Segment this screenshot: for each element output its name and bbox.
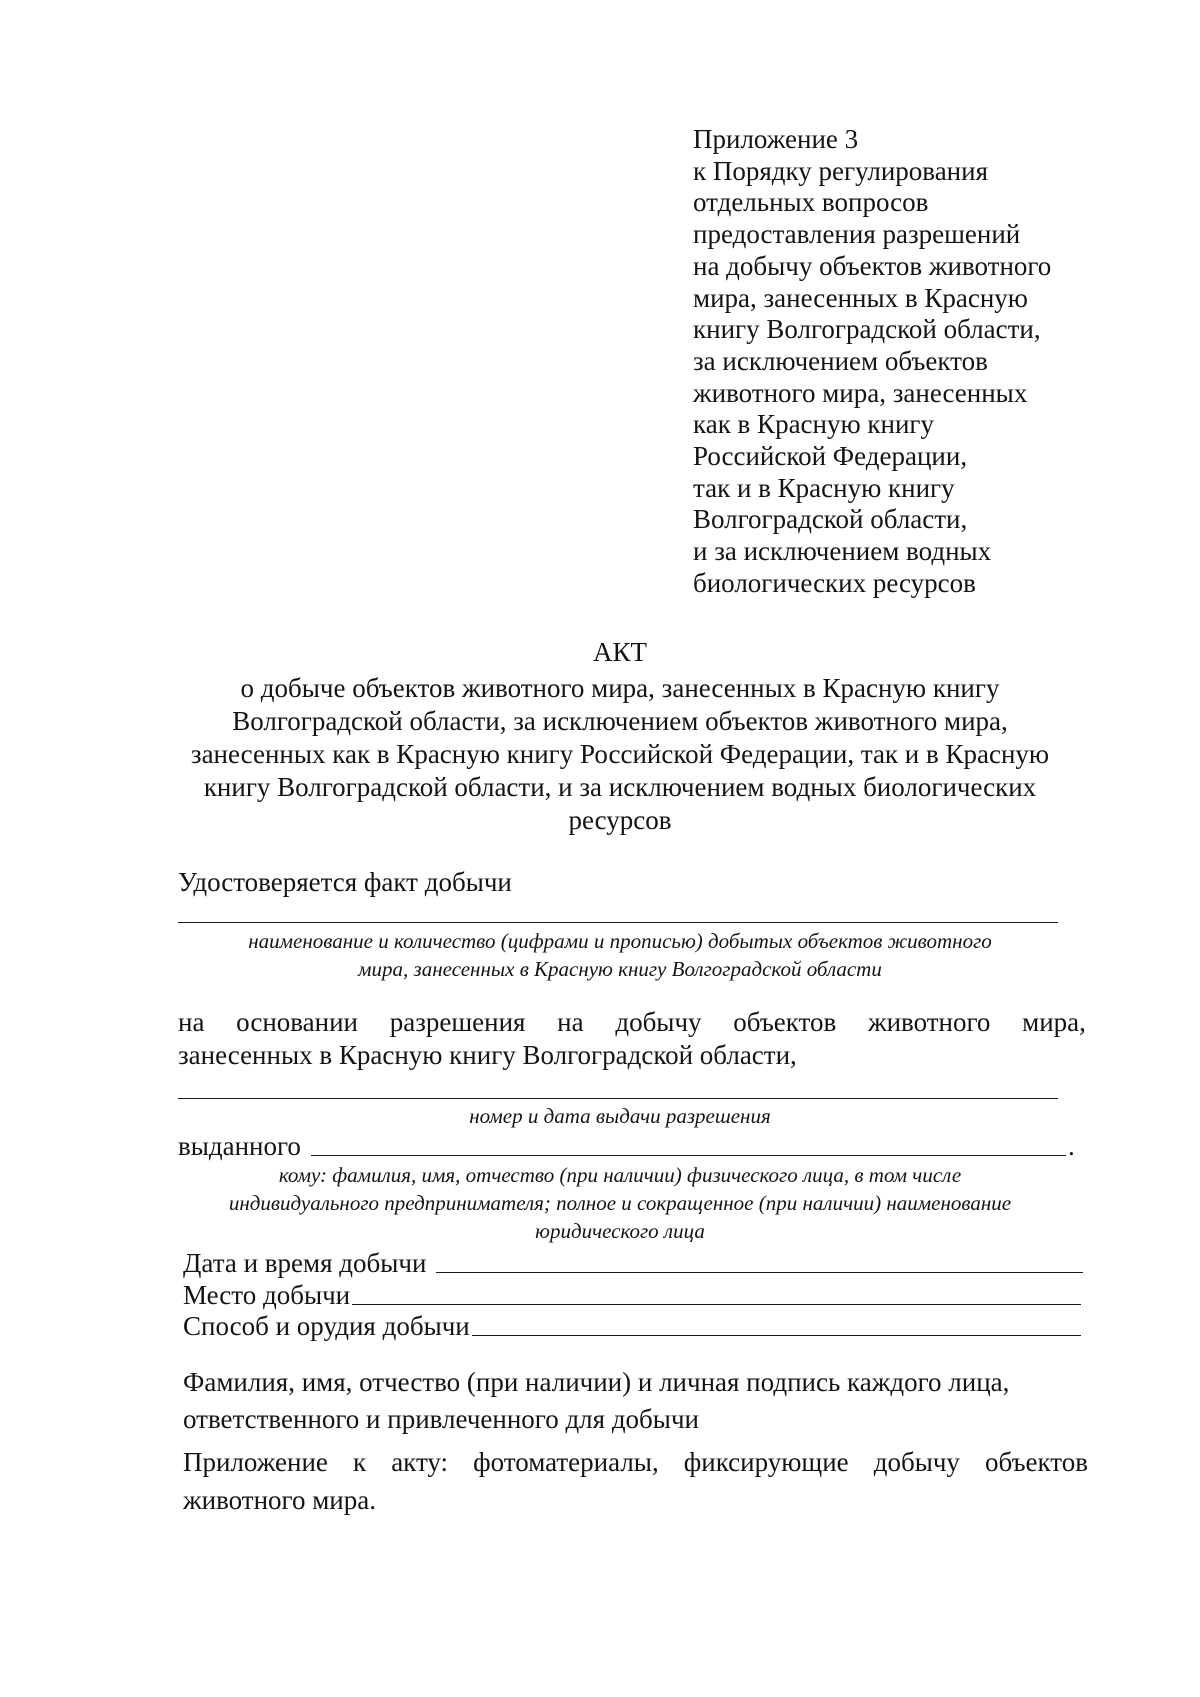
act-title xyxy=(150,672,1090,837)
annex-line: Приложение 3 xyxy=(693,124,859,154)
date-time-row xyxy=(183,1248,1083,1279)
annex-line: книгу Волгоградской области, xyxy=(693,314,1041,345)
attachment-word: акту: xyxy=(391,1447,449,1477)
objects-fill-line[interactable] xyxy=(178,922,1058,923)
annex-line: как в Красную книгу xyxy=(693,409,934,440)
annex-line: и за исключением водных xyxy=(693,536,992,567)
basis-word: мира, xyxy=(1022,1007,1086,1037)
basis-word: основании xyxy=(236,1007,358,1037)
certify-label: Удостоверяется факт добычи xyxy=(178,867,512,897)
attachment-word: добычу xyxy=(873,1447,960,1477)
issued-hint-line: юридического лица xyxy=(535,1219,705,1243)
basis-word: на xyxy=(178,1007,205,1037)
method-fill-line[interactable] xyxy=(472,1313,1081,1336)
attachment-word: фиксирующие xyxy=(683,1447,849,1477)
issued-period: . xyxy=(1068,1131,1075,1161)
act-title-line: о добыче объектов животного мира, занесенных в Красную книгу xyxy=(240,673,1000,703)
persons-paragraph xyxy=(183,1364,1083,1438)
annex-line: биологических ресурсов xyxy=(693,567,976,598)
attachment-word: объектов xyxy=(985,1447,1088,1477)
annex-line: Российской Федерации, xyxy=(693,441,968,472)
act-title-line: занесенных как в Красную книгу Российской Федерации, так и в Красную xyxy=(190,739,1050,769)
date-time-fill-line[interactable] xyxy=(436,1250,1083,1273)
issued-fill-line[interactable] xyxy=(311,1133,1066,1156)
basis-word: объектов xyxy=(733,1007,837,1037)
issued-label: выданного xyxy=(178,1131,301,1161)
annex-line: так и в Красную книгу xyxy=(693,472,955,503)
basis-word: на xyxy=(557,1007,584,1037)
act-heading: АКТ xyxy=(593,637,647,667)
annex-line: отдельных вопросов xyxy=(693,187,929,218)
attachment-paragraph xyxy=(183,1443,1088,1519)
annex-line: мира, занесенных в Красную xyxy=(693,282,1028,313)
annex-line: предоставления разрешений xyxy=(693,219,1021,250)
act-title-line: Волгоградской области, за исключением объектов животного мира, xyxy=(232,706,1008,736)
annex-line: за исключением объектов xyxy=(693,345,988,376)
annex-line: животного мира, занесенных xyxy=(693,377,1028,408)
method-row xyxy=(183,1311,1081,1342)
objects-hint-line: мира, занесенных в Красную книгу Волгоградской области xyxy=(358,957,882,981)
annex-reference xyxy=(693,124,1133,600)
attachment-line-2: животного мира. xyxy=(183,1485,376,1515)
permit-fill-line[interactable] xyxy=(178,1098,1058,1099)
attachment-line-1 xyxy=(183,1443,1088,1481)
issued-row xyxy=(178,1131,1066,1162)
attachment-word: Приложение xyxy=(183,1447,328,1477)
persons-line: Фамилия, имя, отчество (при наличии) и личная подпись каждого лица, xyxy=(183,1367,1010,1397)
persons-line: ответственного и привлеченного для добычи xyxy=(183,1404,699,1434)
basis-paragraph xyxy=(178,1006,1086,1072)
permit-hint: номер и дата выдачи разрешения xyxy=(469,1104,771,1128)
attachment-word: фотоматериалы, xyxy=(473,1447,659,1477)
attachment-word: к xyxy=(353,1447,367,1477)
annex-line: к Порядку регулирования xyxy=(693,155,988,186)
place-row xyxy=(183,1280,1081,1311)
basis-word: добычу xyxy=(615,1007,702,1037)
place-fill-line[interactable] xyxy=(352,1282,1081,1305)
annex-line: Волгоградской области, xyxy=(693,504,968,535)
date-time-label: Дата и время добычи xyxy=(183,1248,427,1278)
method-label: Способ и орудия добычи xyxy=(183,1311,470,1341)
basis-word: разрешения xyxy=(389,1007,526,1037)
issued-hint-line: кому: фамилия, имя, отчество (при наличии) физического лица, в том числе xyxy=(278,1163,962,1187)
objects-hint-line: наименование и количество (цифрами и прописью) добытых объектов животного xyxy=(248,929,992,953)
place-label: Место добычи xyxy=(183,1280,351,1310)
basis-word: животного xyxy=(867,1007,991,1037)
annex-line: на добычу объектов животного xyxy=(693,250,1052,281)
act-title-line: книгу Волгоградской области, и за исключением водных биологических xyxy=(203,772,1037,802)
basis-line-1 xyxy=(178,1006,1086,1039)
issued-hint-line: индивидуального предпринимателя; полное и сокращенное (при наличии) наименование xyxy=(228,1191,1012,1215)
act-title-line: ресурсов xyxy=(568,805,672,835)
basis-line-2: занесенных в Красную книгу Волгоградской области, xyxy=(178,1040,797,1070)
